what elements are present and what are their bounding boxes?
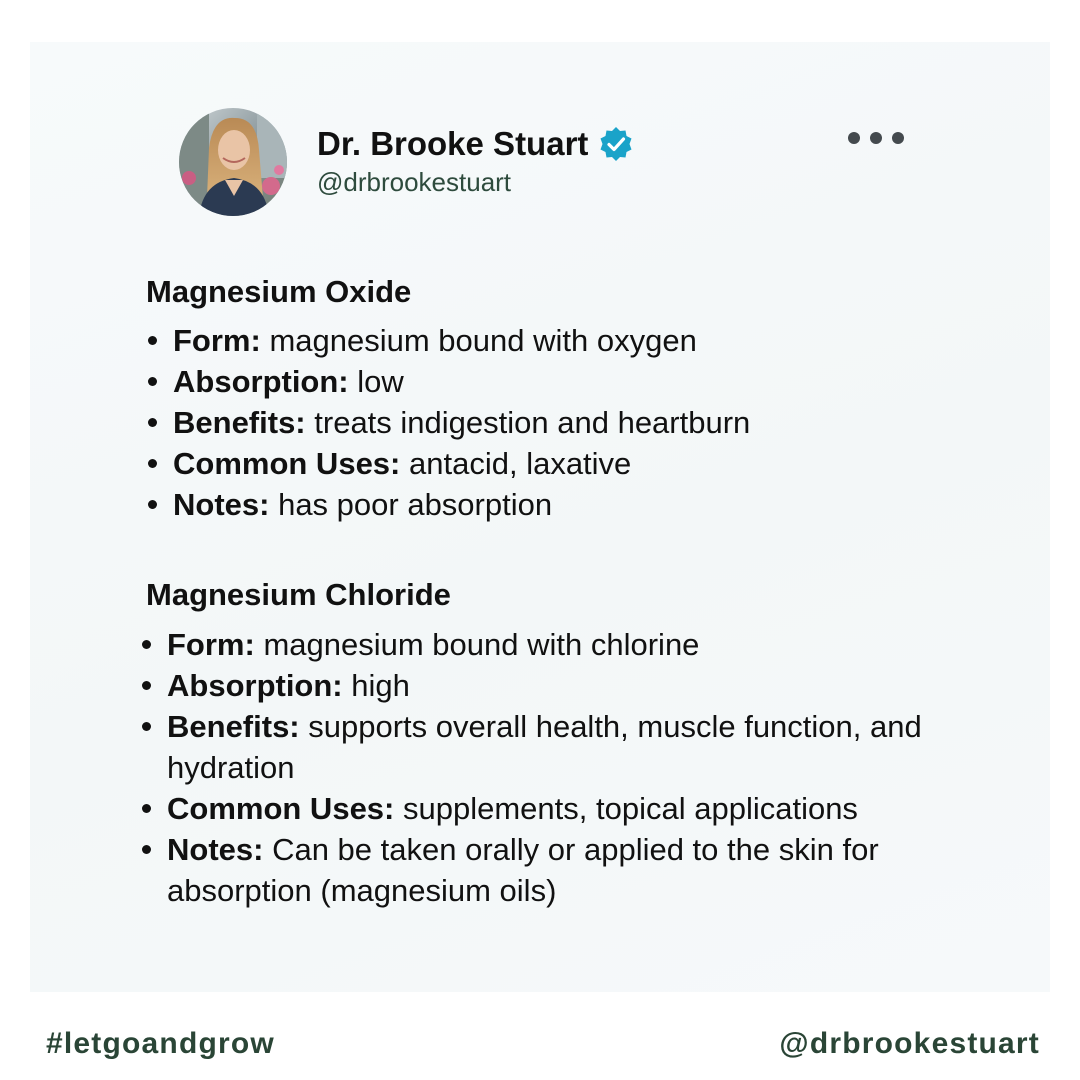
list-item — [167, 706, 967, 788]
item-value: magnesium bound with oxygen — [269, 323, 697, 358]
bullet-icon — [148, 418, 157, 427]
avatar[interactable] — [179, 108, 287, 216]
list-item — [167, 624, 967, 665]
item-label: Notes: — [173, 487, 270, 522]
more-dot — [892, 132, 904, 144]
section-title-magnesium-chloride: Magnesium Chloride — [146, 577, 451, 612]
bullet-icon — [142, 845, 151, 854]
item-value: supplements, topical applications — [403, 791, 858, 826]
bullet-icon — [142, 681, 151, 690]
section-title-magnesium-oxide: Magnesium Oxide — [146, 274, 412, 309]
item-label: Absorption: — [173, 364, 349, 399]
list-item — [173, 320, 993, 361]
magnesium-oxide-list — [173, 320, 993, 525]
footer-hashtag[interactable]: #letgoandgrow — [46, 1027, 275, 1060]
item-label: Common Uses: — [167, 791, 395, 826]
item-value: Can be taken orally or applied to the skin for absorption (magnesium oils) — [167, 832, 879, 908]
item-value: low — [357, 364, 404, 399]
more-dot — [848, 132, 860, 144]
bullet-icon — [148, 500, 157, 509]
bullet-icon — [142, 804, 151, 813]
item-value: high — [351, 668, 410, 703]
item-value: antacid, laxative — [409, 446, 632, 481]
list-item — [167, 829, 967, 911]
item-label: Form: — [173, 323, 261, 358]
bullet-icon — [142, 640, 151, 649]
item-label: Benefits: — [167, 709, 300, 744]
list-item — [173, 361, 993, 402]
magnesium-chloride-list — [167, 624, 967, 911]
author-name[interactable]: Dr. Brooke Stuart — [317, 125, 589, 162]
verified-badge-icon — [598, 126, 634, 162]
bullet-icon — [148, 377, 157, 386]
more-dot — [870, 132, 882, 144]
list-item — [173, 443, 993, 484]
item-label: Common Uses: — [173, 446, 401, 481]
item-label: Benefits: — [173, 405, 306, 440]
footer-handle[interactable]: @drbrookestuart — [779, 1027, 1040, 1060]
item-label: Absorption: — [167, 668, 343, 703]
list-item — [173, 484, 993, 525]
item-label: Form: — [167, 627, 255, 662]
avatar-photo — [179, 108, 287, 216]
item-value: supports overall health, muscle function, and hydration — [167, 709, 922, 785]
item-value: magnesium bound with chlorine — [263, 627, 700, 662]
list-item — [167, 665, 967, 706]
author-handle[interactable]: @drbrookestuart — [317, 167, 512, 197]
bullet-icon — [142, 722, 151, 731]
item-value: has poor absorption — [278, 487, 553, 522]
post-card — [30, 42, 1050, 992]
list-item — [167, 788, 967, 829]
item-value: treats indigestion and heartburn — [314, 405, 751, 440]
author-row — [317, 124, 634, 164]
more-horizontal-icon[interactable] — [848, 130, 904, 146]
bullet-icon — [148, 459, 157, 468]
item-label: Notes: — [167, 832, 264, 867]
bullet-icon — [148, 336, 157, 345]
list-item — [173, 402, 993, 443]
